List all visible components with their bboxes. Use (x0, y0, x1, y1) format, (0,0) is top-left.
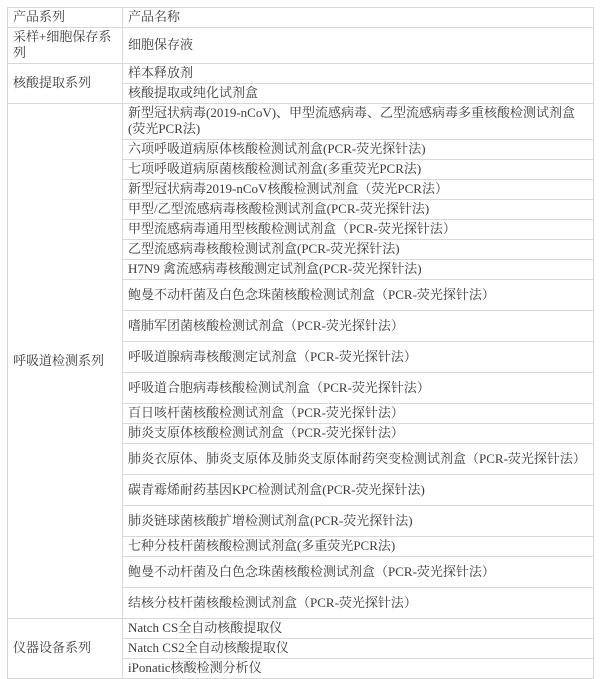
product-cell: 新型冠状病毒2019-nCoV核酸检测试剂盒（荧光PCR法） (123, 180, 594, 200)
product-table (7, 7, 594, 679)
product-cell: 肺炎支原体核酸检测试剂盒（PCR-荧光探针法） (123, 424, 594, 444)
series-cell: 呼吸道检测系列 (8, 104, 123, 619)
product-cell: 嗜肺军团菌核酸检测试剂盒（PCR-荧光探针法） (123, 311, 594, 342)
product-cell: 六项呼吸道病原体核酸检测试剂盒(PCR-荧光探针法) (123, 140, 594, 160)
product-cell: 甲型流感病毒通用型核酸检测试剂盒（PCR-荧光探针法） (123, 220, 594, 240)
product-cell: 鲍曼不动杆菌及白色念珠菌核酸检测试剂盒（PCR-荧光探针法） (123, 557, 594, 588)
product-cell: 细胞保存液 (123, 28, 594, 64)
product-cell: 乙型流感病毒核酸检测试剂盒(PCR-荧光探针法) (123, 240, 594, 260)
series-cell: 仪器设备系列 (8, 619, 123, 679)
table-row (8, 104, 594, 140)
product-cell: 结核分枝杆菌核酸检测试剂盒（PCR-荧光探针法） (123, 588, 594, 619)
table-row (8, 64, 594, 84)
product-cell: iPonatic核酸检测分析仪 (123, 659, 594, 679)
col-header-series: 产品系列 (8, 8, 123, 28)
table-row (8, 28, 594, 64)
product-cell: 七项呼吸道病原菌核酸检测试剂盒(多重荧光PCR法) (123, 160, 594, 180)
series-cell: 采样+细胞保存系列 (8, 28, 123, 64)
table-body (8, 28, 594, 679)
product-cell: 百日咳杆菌核酸检测试剂盒（PCR-荧光探针法） (123, 404, 594, 424)
product-cell: 甲型/乙型流感病毒核酸检测试剂盒(PCR-荧光探针法) (123, 200, 594, 220)
product-cell: 呼吸道合胞病毒核酸检测试剂盒（PCR-荧光探针法） (123, 373, 594, 404)
product-cell: Natch CS全自动核酸提取仪 (123, 619, 594, 639)
col-header-name: 产品名称 (123, 8, 594, 28)
product-cell: Natch CS2全自动核酸提取仪 (123, 639, 594, 659)
product-table-container (7, 7, 594, 679)
product-cell: 肺炎链球菌核酸扩增检测试剂盒(PCR-荧光探针法) (123, 506, 594, 537)
product-cell: 肺炎衣原体、肺炎支原体及肺炎支原体耐药突变检测试剂盒（PCR-荧光探针法） (123, 444, 594, 475)
product-cell: 七种分枝杆菌核酸检测试剂盒(多重荧光PCR法) (123, 537, 594, 557)
product-cell: 呼吸道腺病毒核酸测定试剂盒（PCR-荧光探针法） (123, 342, 594, 373)
product-cell: 核酸提取或纯化试剂盒 (123, 84, 594, 104)
product-cell: H7N9 禽流感病毒核酸测定试剂盒(PCR-荧光探针法) (123, 260, 594, 280)
product-cell: 碳青霉烯耐药基因KPC检测试剂盒(PCR-荧光探针法) (123, 475, 594, 506)
product-cell: 鲍曼不动杆菌及白色念珠菌核酸检测试剂盒（PCR-荧光探针法） (123, 280, 594, 311)
header-row (8, 8, 594, 28)
table-row (8, 619, 594, 639)
series-cell: 核酸提取系列 (8, 64, 123, 104)
product-cell: 样本释放剂 (123, 64, 594, 84)
product-cell: 新型冠状病毒(2019-nCoV)、甲型流感病毒、乙型流感病毒多重核酸检测试剂盒(荧光PCR法) (123, 104, 594, 140)
